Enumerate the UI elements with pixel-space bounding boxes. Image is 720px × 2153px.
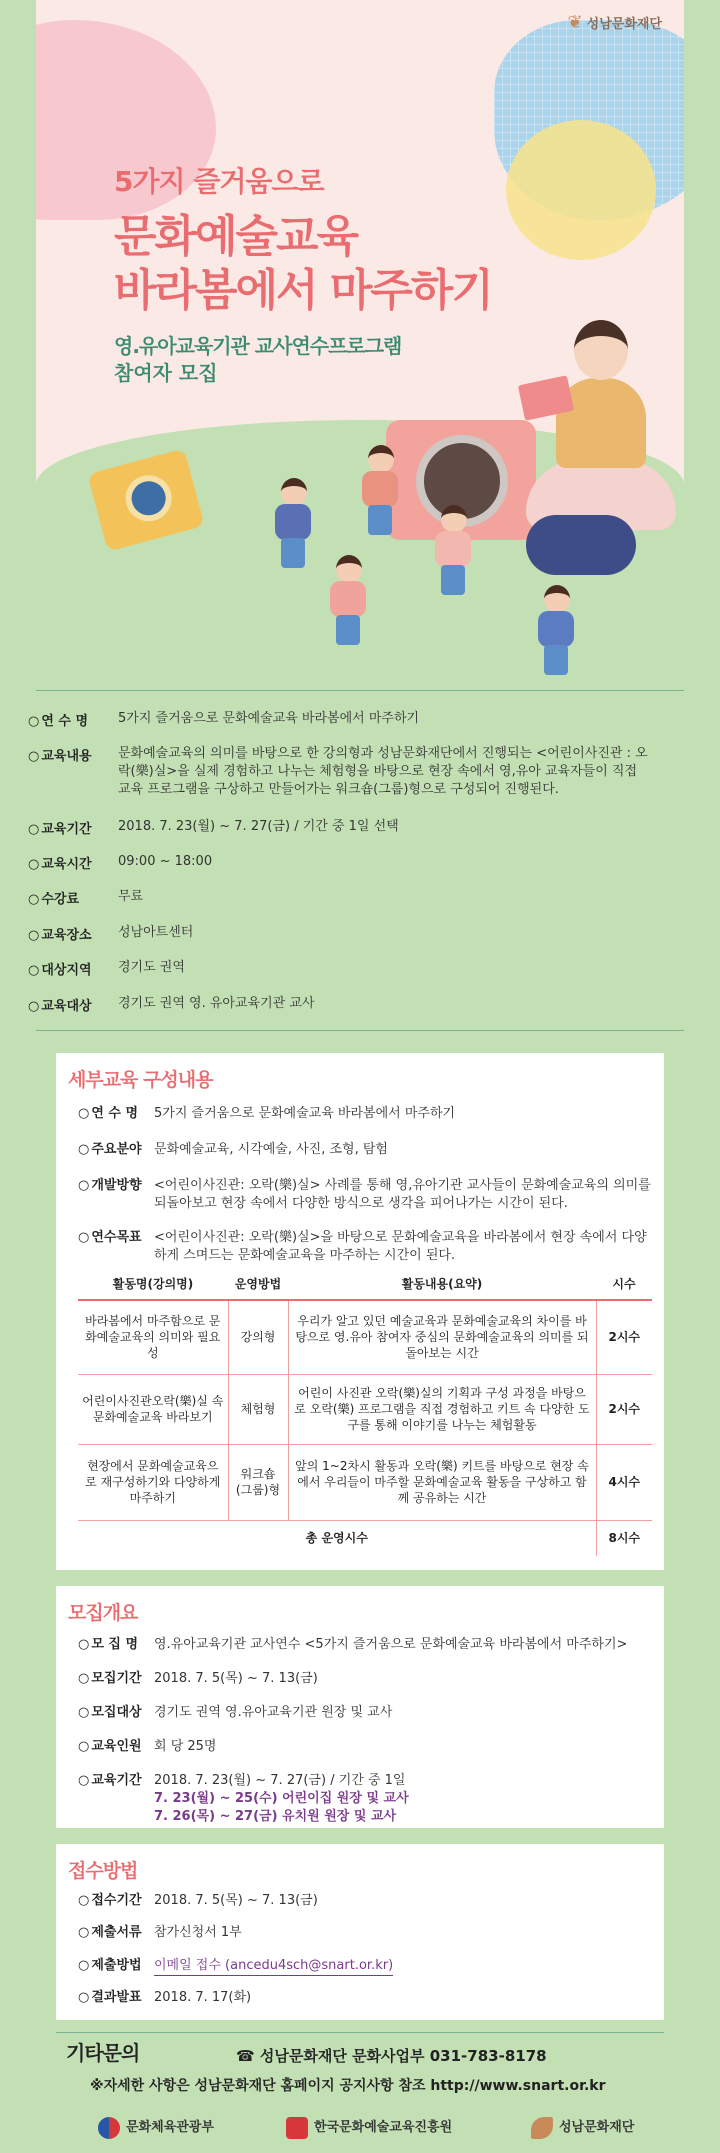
table-row (78, 1444, 652, 1520)
info-row-time: ○ 교육시간 09:00 ~ 18:00 (28, 853, 212, 872)
hero-title-line2: 바라봄에서 마주하기 (114, 265, 492, 316)
recruit-section (56, 1586, 664, 1828)
detail-row-direction: ○ 개발방향 <어린이사진관: 오락(樂)실> 사례를 통해 영,유아기관 교사들이 문화예술교육의 의미를 되돌아보고 현장 속에서 다양한 방식으로 생각을 피어나가는 시간이 된다. (78, 1177, 652, 1213)
recruit-row-target: ○ 모집대상 경기도 권역 영.유아교육기관 원장 및 교사 (78, 1704, 392, 1722)
section-title: 모집개요 (68, 1602, 138, 1624)
hero-program-name: 영.유아교육기관 교사연수프로그램 (114, 334, 402, 358)
foundation-logo-icon (531, 2117, 553, 2139)
hero-banner (36, 0, 684, 680)
child-illustration-lying (526, 515, 636, 575)
total-label: 총 운영시수 (78, 1520, 596, 1556)
table-cell: 워크숍 (그룹)형 (228, 1444, 288, 1520)
foundation-logo-icon: ❦ (567, 12, 583, 33)
table-cell: 2시수 (596, 1374, 652, 1444)
table-cell: 우리가 알고 있던 예술교육과 문화예술교육의 차이를 바탕으로 영.유아 참여자 중심의 문화예술교육의 의미를 되돌아보는 시간 (288, 1300, 596, 1374)
table-cell: 어린이사진관오락(樂)실 속 문화예술교육 바라보기 (78, 1374, 228, 1444)
table-cell: 어린이 사진관 오락(樂)실의 기획과 구성 과정을 바탕으로 오락(樂) 프로그램을 직접 경험하고 키트 속 다양한 도구를 통해 이야기를 나누는 체험활동 (288, 1374, 596, 1444)
schedule-kindergarten: 7. 26(목) ~ 27(금) 유치원 원장 및 교사 (154, 1809, 397, 1824)
recruit-row-name: ○ 모 집 명 영.유아교육기관 교사연수 <5가지 즐거움으로 문화예술교육 바라봄에서 마주하기> (78, 1636, 654, 1654)
total-value: 8시수 (608, 1531, 641, 1546)
teacher-illustration (546, 320, 656, 540)
child-illustration (358, 445, 402, 535)
inquiry-note: ※자세한 사항은 성남문화재단 홈페이지 공지사항 참조 http://www.snart.or.kr (90, 2078, 606, 2094)
apply-row-result: ○ 결과발표 2018. 7. 17(화) (78, 1989, 251, 2007)
child-illustration (431, 505, 475, 595)
info-row-course-name: ○ 연 수 명 5가지 즐거움으로 문화예술교육 바라봄에서 마주하기 (28, 710, 638, 729)
info-row-content: ○ 교육내용 문화예술교육의 의미를 바탕으로 한 강의형과 성남문화재단에서 진행되는 <어린이사진관 : 오락(樂)실>을 실제 경험하고 나누는 체험형을 바탕으로 현장 속에서 영,유아 교육자들이 직접 교육 프로그램을 구상하고 만들어가는 워크숍(그룹)형으로 구성되어 진행된다. (28, 745, 653, 799)
table-total-row (78, 1520, 652, 1556)
logo-ministry: 문화체육관광부 (98, 2116, 214, 2139)
table-cell: 4시수 (596, 1444, 652, 1520)
section-title: 세부교육 구성내용 (68, 1069, 213, 1091)
recruit-row-capacity: ○ 교육인원 회 당 25명 (78, 1738, 216, 1756)
child-illustration (534, 585, 578, 675)
hero-subtitle: 5가지 즐거움으로 (114, 165, 324, 198)
table-cell: 2시수 (596, 1300, 652, 1374)
child-illustration (271, 478, 315, 568)
sponsor-logos (36, 2100, 684, 2153)
hero-recruit-label: 참여자 모집 (114, 361, 218, 385)
logo-arte: 한국문화예술교육진흥원 (286, 2116, 452, 2139)
child-illustration (326, 555, 370, 645)
table-row (78, 1374, 652, 1444)
table-header: 운영방법 (228, 1268, 288, 1300)
table-header: 활동명(강의명) (78, 1268, 228, 1300)
table-header: 시수 (596, 1268, 652, 1300)
info-row-place: ○ 교육장소 성남아트센터 (28, 924, 193, 943)
basic-info-divider (36, 690, 684, 691)
apply-row-method: ○ 제출방법 이메일 접수 (ancedu4sch@snart.or.kr) (78, 1957, 393, 1976)
email-link[interactable]: 이메일 접수 (ancedu4sch@snart.or.kr) (154, 1957, 393, 1976)
table-cell: 현장에서 문화예술교육으로 재구성하기와 다양하게 마주하기 (78, 1444, 228, 1520)
info-row-target: ○ 교육대상 경기도 권역 영. 유아교육기관 교사 (28, 995, 314, 1014)
table-cell: 앞의 1~2차시 활동과 오락(樂) 키트를 바탕으로 현장 속에서 우리들이 마주할 문화예술교육 활동을 구상하고 함께 공유하는 시간 (288, 1444, 596, 1520)
table-cell: 강의형 (228, 1300, 288, 1374)
detail-row-field: ○ 주요분야 문화예술교육, 시각예술, 사진, 조형, 탐험 (78, 1141, 644, 1159)
hero-title-line1: 문화예술교육 (114, 211, 358, 262)
schedule-text: 2018. 7. 23(월) ~ 7. 27(금) / 기간 중 1일 (154, 1773, 406, 1788)
divider (56, 2032, 664, 2033)
taegeuk-icon (98, 2117, 120, 2139)
detail-row-goal: ○ 연수목표 <어린이사진관: 오락(樂)실>을 바탕으로 문화예술교육을 바라봄에서 현장 속에서 다양하게 스며드는 문화예술교육을 마주하는 시간이 된다. (78, 1229, 652, 1265)
detail-row-course-name: ○ 연 수 명 5가지 즐거움으로 문화예술교육 바라봄에서 마주하기 (78, 1105, 644, 1123)
table-cell: 체험형 (228, 1374, 288, 1444)
brand-logo (568, 12, 662, 33)
logo-foundation: 성남문화재단 (531, 2116, 634, 2139)
table-cell: 바라봄에서 마주함으로 문화예술교육의 의미와 필요성 (78, 1300, 228, 1374)
info-row-region: ○ 대상지역 경기도 권역 (28, 959, 185, 978)
brand-name: 성남문화재단 (586, 17, 662, 32)
detail-section (56, 1053, 664, 1570)
recruit-row-schedule: ○ 교육기간 2018. 7. 23(월) ~ 7. 27(금) / 기간 중 1일 7. 23(월) ~ 25(수) 어린이집 원장 및 교사 7. 26(목) ~ 27(금) 유치원 원장 및 교사 (78, 1772, 409, 1826)
table-header: 활동내용(요약) (288, 1268, 596, 1300)
divider (36, 1030, 684, 1031)
inquiry-title: 기타문의 (66, 2041, 140, 2065)
recruit-row-period: ○ 모집기간 2018. 7. 5(목) ~ 7. 13(금) (78, 1670, 318, 1688)
info-row-period: ○ 교육기간 2018. 7. 23(월) ~ 7. 27(금) / 기간 중 1일 선택 (28, 818, 399, 837)
apply-row-documents: ○ 제출서류 참가신청서 1부 (78, 1924, 242, 1942)
arte-mark-icon (286, 2117, 308, 2139)
activity-table (78, 1268, 652, 1556)
table-row (78, 1300, 652, 1374)
decor-blob-yellow (506, 120, 656, 260)
apply-row-period: ○ 접수기간 2018. 7. 5(목) ~ 7. 13(금) (78, 1892, 318, 1910)
apply-section (56, 1844, 664, 2020)
section-title: 접수방법 (68, 1860, 138, 1882)
schedule-daycare: 7. 23(월) ~ 25(수) 어린이집 원장 및 교사 (154, 1791, 409, 1806)
info-row-fee: ○ 수강료 무료 (28, 888, 143, 907)
inquiry-phone: ☎ 성남문화재단 문화사업부 031-783-8178 (236, 2047, 547, 2065)
